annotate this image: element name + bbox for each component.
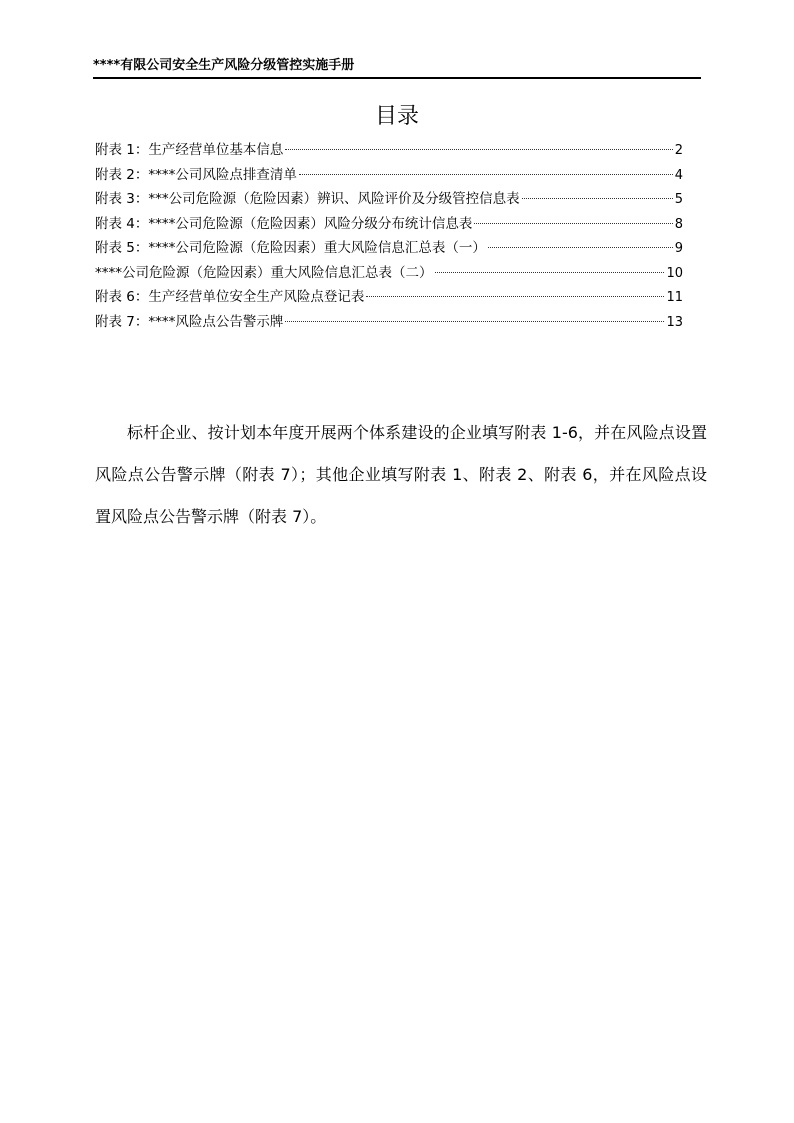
toc-page-number: 13 [666, 314, 683, 330]
toc-dot-leader [435, 272, 665, 273]
toc-entry-appendix-3[interactable] [95, 187, 683, 212]
toc-page-number: 4 [674, 167, 683, 183]
toc-entry-appendix-6[interactable] [95, 285, 683, 310]
toc-entry-text: 附表 1：生产经营单位基本信息 [95, 142, 284, 158]
page-header [93, 57, 701, 79]
toc-entry-appendix-5[interactable] [95, 236, 683, 261]
toc-page-number: 9 [674, 241, 683, 256]
toc-entry-appendix-7[interactable] [95, 310, 683, 335]
toc-entry-appendix-5-part-2[interactable] [95, 261, 683, 286]
toc-dot-leader [522, 198, 673, 199]
toc-dot-leader [488, 247, 673, 248]
toc-entry-text: 附表 5：****公司危险源（危险因素）重大风险信息汇总表（一） [95, 240, 486, 256]
toc-title: 目录 [374, 104, 419, 129]
toc-page-number: 11 [666, 290, 683, 305]
toc-page-number: 10 [666, 265, 683, 281]
toc-page-number: 8 [674, 216, 683, 232]
toc-dot-leader [285, 149, 672, 150]
toc-dot-leader [285, 321, 664, 322]
instruction-text [95, 412, 707, 538]
toc-entry-text: ****公司危险源（危险因素）重大风险信息汇总表（二） [95, 264, 433, 281]
toc-entry-appendix-4[interactable] [95, 212, 683, 237]
toc-dot-leader [366, 296, 664, 297]
toc-entry-text: 附表 2：****公司风险点排查清单 [95, 166, 297, 183]
toc-entry-text: 附表 7：****风险点公告警示牌 [95, 313, 284, 330]
toc-page-number: 2 [674, 143, 683, 158]
toc-dot-leader [299, 174, 673, 175]
table-of-contents [95, 138, 683, 334]
toc-entry-text: 附表 4：****公司危险源（危险因素）风险分级分布统计信息表 [95, 215, 473, 232]
toc-entry-text: 附表 6：生产经营单位安全生产风险点登记表 [95, 289, 365, 305]
document-header-title: ****有限公司安全生产风险分级管控实施手册 [93, 58, 355, 73]
toc-page-number: 5 [674, 192, 683, 207]
instruction-paragraph: 标杆企业、按计划本年度开展两个体系建设的企业填写附表 1-6，并在风险点设置风险点公告警示牌（附表 7）；其他企业填写附表 1、附表 2、附表 6，并在风险点设置风险点公告警示牌（附表 7）。 [95, 423, 707, 526]
toc-entry-text: 附表 3：***公司危险源（危险因素）辨识、风险评价及分级管控信息表 [95, 191, 520, 207]
toc-dot-leader [474, 223, 672, 224]
toc-entry-appendix-2[interactable] [95, 163, 683, 188]
toc-entry-appendix-1[interactable] [95, 138, 683, 163]
